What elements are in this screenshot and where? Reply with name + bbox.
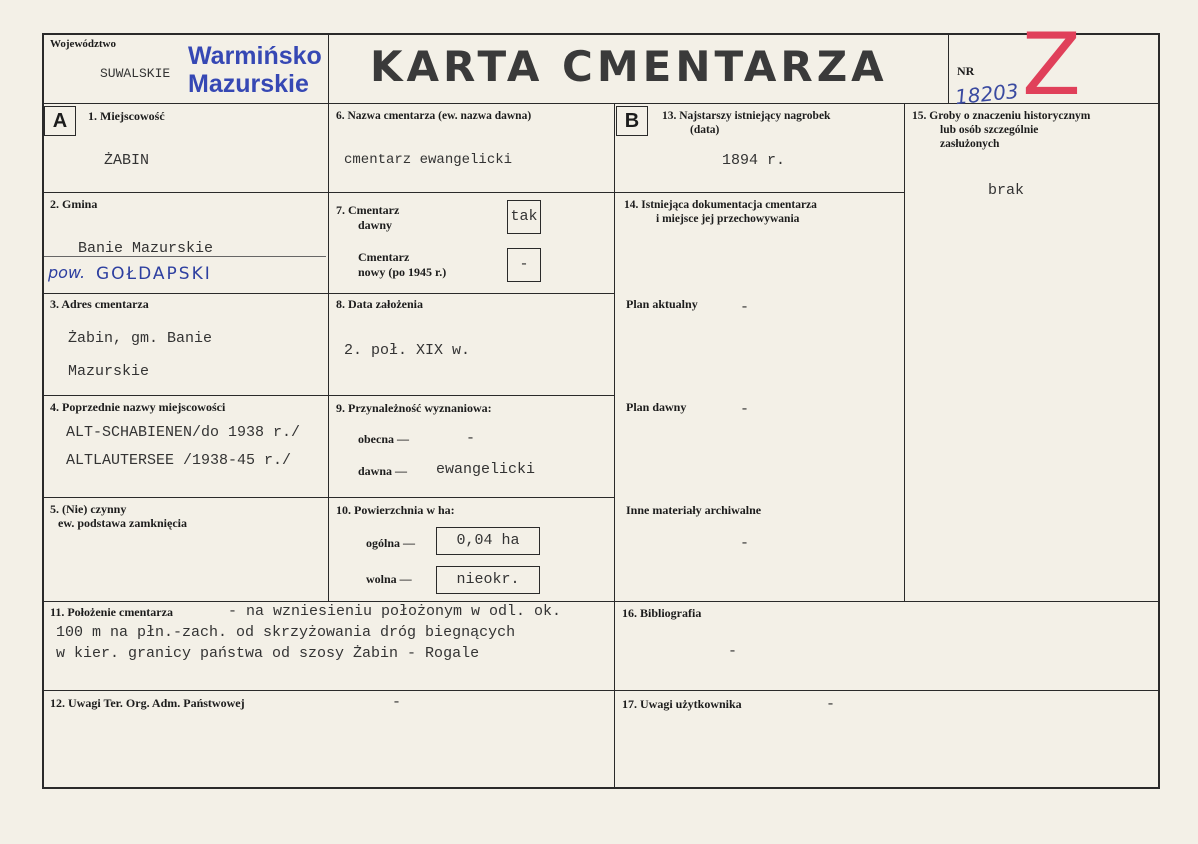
field-10-ogolna-box: 0,04 ha [436,527,540,555]
field-3-label: 3. Adres cmentarza [50,297,149,311]
field-15-label-line2: lub osób szczególnie [940,124,1039,136]
field-11-value-line1: - na wzniesieniu położonym w odl. ok. [228,603,562,620]
wojewodztwo-stamp-line2: Mazurskie [188,70,309,98]
nr-letter: Z [1022,15,1081,115]
field-3-value-line2: Mazurskie [68,363,150,380]
field-16-value: - [728,643,738,660]
field-7b-value-box: - [507,248,541,282]
nr-value: 18203 [953,78,1020,110]
wojewodztwo-typed: SUWALSKIE [100,66,171,81]
nr-divider [948,33,949,103]
plan-aktualny-value: - [740,299,750,316]
field-2-underline [44,256,326,257]
section-b-marker: B [616,106,648,136]
field-4-value-line1: ALT-SCHABIENEN/do 1938 r./ [66,424,301,441]
field-9-dawna-value: ewangelicki [436,461,536,478]
field-5-label-line1: 5. (Nie) czynny [50,502,127,516]
field-12-value: - [392,694,402,711]
field-9-label: 9. Przynależność wyznaniowa: [336,401,492,415]
col-divider-1 [328,33,329,601]
field-15-value: brak [988,182,1025,199]
field-9-obecna-value: - [466,430,476,447]
field-17-value: - [826,696,836,713]
field-10-label: 10. Powierzchnia w ha: [336,503,455,517]
field-10-wolna-label: wolna — [366,572,412,586]
inne-materialy-value: - [740,535,750,552]
wojewodztwo-label: Województwo [50,38,116,50]
field-17-label: 17. Uwagi użytkownika [622,697,742,711]
field-1-label: 1. Miejscowość [88,109,165,123]
field-15-label-line3: zasłużonych [940,138,1000,150]
field-6-label: 6. Nazwa cmentarza (ew. nazwa dawna) [336,110,532,122]
field-14-label-line2: i miejsce jej przechowywania [656,213,800,225]
field-13-label-line2: (data) [690,124,720,136]
field-12-label: 12. Uwagi Ter. Org. Adm. Państwowej [50,696,245,710]
field-10-wolna-box: nieokr. [436,566,540,594]
field-2-label: 2. Gmina [50,197,98,211]
field-5-label-line2: ew. podstawa zamknięcia [58,516,187,530]
wojewodztwo-stamp-line1: Warmińsko [188,42,322,70]
field-7-label-line1: 7. Cmentarz [336,203,400,217]
inne-materialy-label: Inne materiały archiwalne [626,503,762,517]
field-2-hand-value: GOŁDAPSKI [96,264,212,284]
field-7-value-box: tak [507,200,541,234]
field-7b-label-line1: Cmentarz [358,250,410,264]
col-divider-3 [904,103,905,601]
field-15-label-line1: 15. Groby o znaczeniu historycznym [912,110,1091,122]
field-11-value-line3: w kier. granicy państwa od szosy Żabin - Rogale [56,645,480,662]
nr-label: NR [957,64,975,78]
col-divider-2 [614,103,615,789]
field-13-label-line1: 13. Najstarszy istniejący nagrobek [662,110,831,122]
field-13-value: 1894 r. [722,152,786,169]
field-4-value-line2: ALTLAUTERSEE /1938-45 r./ [66,452,292,469]
field-3-value-line1: Żabin, gm. Banie [68,330,213,347]
field-8-label: 8. Data założenia [336,297,423,311]
plan-dawny-value: - [740,401,750,418]
field-4-label: 4. Poprzednie nazwy miejscowości [50,400,226,414]
field-2-value: Banie Mazurskie [78,240,214,257]
field-16-label: 16. Bibliografia [622,606,702,620]
section-a-marker: A [44,106,76,136]
field-10-ogolna-label: ogólna — [366,536,416,550]
row-divider-b1 [614,192,904,193]
plan-dawny-label: Plan dawny [626,400,687,414]
field-8-value: 2. poł. XIX w. [344,342,471,359]
field-11-value-line2: 100 m na płn.-zach. od skrzyżowania dróg biegnących [56,624,516,641]
field-2-hand-prefix: pow. [48,263,86,282]
row-divider-6 [42,690,1160,691]
field-9-obecna-label: obecna — [358,432,409,446]
field-1-value: ŻABIN [104,152,150,169]
field-7b-label-line2: nowy (po 1945 r.) [358,265,447,279]
field-11-label: 11. Położenie cmentarza [50,605,173,619]
field-6-value: cmentarz ewangelicki [344,152,513,168]
page-title: KARTA CMENTARZA [370,42,888,91]
row-divider-5 [42,601,1160,602]
field-9-dawna-label: dawna — [358,464,408,478]
field-7-label-line2: dawny [358,218,393,232]
field-14-label-line1: 14. Istniejąca dokumentacja cmentarza [624,199,817,211]
plan-aktualny-label: Plan aktualny [626,297,698,311]
